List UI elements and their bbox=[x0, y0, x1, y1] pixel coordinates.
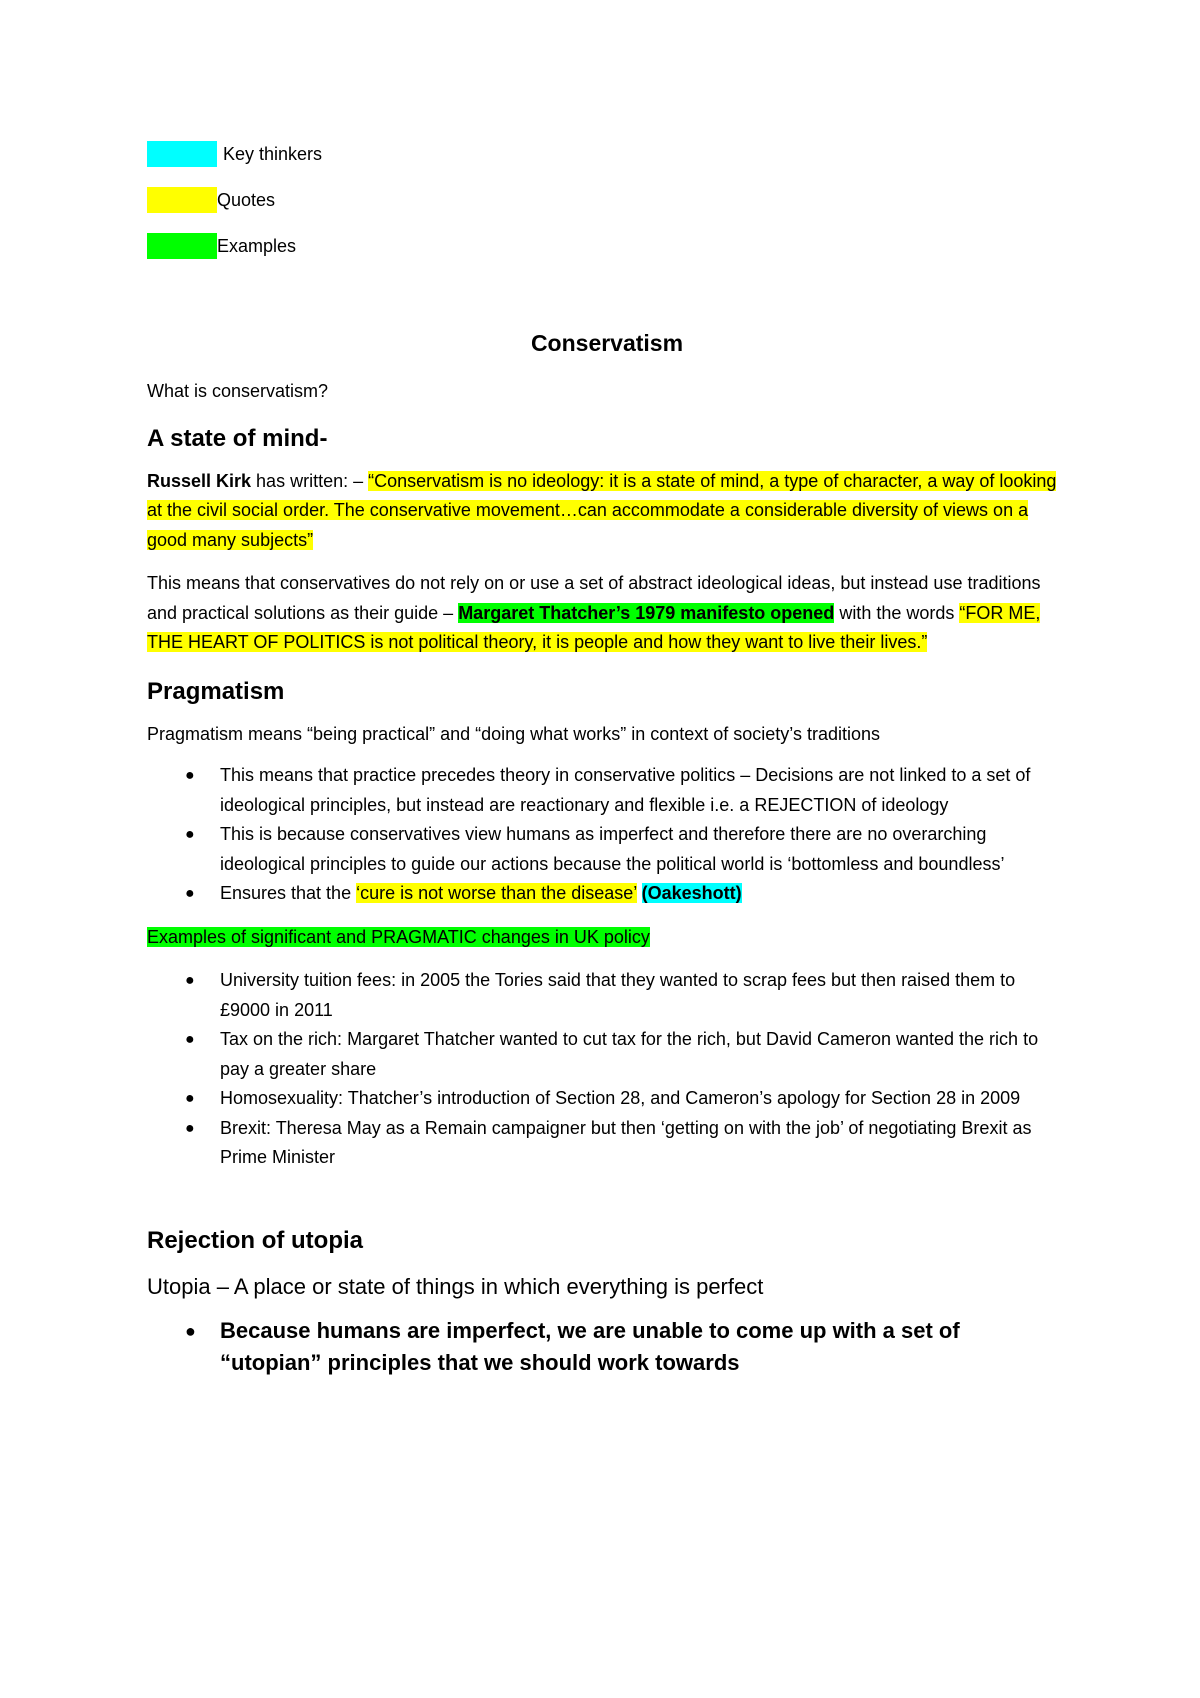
intro-question: What is conservatism? bbox=[147, 381, 329, 401]
bullet-icon: ● bbox=[185, 972, 195, 989]
kirk-name: Russell Kirk bbox=[147, 470, 252, 491]
legend-item-examples bbox=[147, 232, 1067, 260]
bullet-text: Tax on the rich: Margaret Thatcher wanted to cut tax for the rich, but David Cameron wanted the rich to pay a greater share bbox=[220, 1029, 1039, 1079]
imperfect-emphasis: imperfect bbox=[446, 1317, 546, 1343]
bullet-icon: ● bbox=[185, 885, 195, 902]
bullet-icon: ● bbox=[185, 826, 195, 843]
bullet-text: This means that practice precedes theory in conservative politics – Decisions are not linked to a set of ideological principles, but instead are reactionary and flexible i.e. a REJECTION of ideology bbox=[220, 765, 1031, 815]
explanation-paragraph bbox=[147, 569, 1067, 658]
list-item bbox=[147, 1315, 1067, 1379]
legend-item-quotes bbox=[147, 186, 1067, 214]
yellow-swatch bbox=[147, 187, 217, 213]
explanation-text: This means that conservatives do not rely on or use a set of abstract ideological ideas, but instead use traditions and practical solutions as their guide – bbox=[147, 573, 1041, 623]
bullet-text: principles that we should work towards bbox=[321, 1349, 740, 1375]
examples-bullets bbox=[147, 966, 1067, 1173]
legend-label: Key thinkers bbox=[223, 143, 323, 164]
bullet-icon: ● bbox=[185, 1031, 195, 1048]
kirk-quote: “Conservatism is no ideology: it is a state of mind, a type of character, a way of looking at the civil social order. The conservative movement…can accommodate a considerable diversity of views on a good many subjects” bbox=[147, 470, 1057, 550]
bullet-text: Ensures that the bbox=[220, 883, 357, 903]
bullet-text: , we are unable to come up with a set of bbox=[545, 1317, 960, 1343]
cyan-swatch bbox=[147, 141, 217, 167]
legend-label: Quotes bbox=[217, 189, 276, 210]
bullet-icon: ● bbox=[185, 1090, 195, 1107]
legend-label: Examples bbox=[217, 235, 297, 256]
list-item bbox=[147, 761, 1067, 820]
kirk-intro: has written: – bbox=[251, 470, 369, 491]
oakeshott-thinker: (Oakeshott) bbox=[641, 883, 742, 903]
page-title: Conservatism bbox=[530, 330, 684, 356]
pragmatism-definition: Pragmatism means “being practical” and “doing what works” in context of society’s traditions bbox=[147, 723, 880, 744]
bullet-text: University tuition fees: in 2005 the Tories said that they wanted to scrap fees but then raised them to £9000 in 2011 bbox=[220, 970, 1016, 1020]
section-heading-state-of-mind: A state of mind- bbox=[147, 424, 328, 452]
list-item bbox=[147, 1084, 1067, 1114]
kirk-paragraph bbox=[147, 467, 1067, 556]
legend bbox=[147, 140, 1067, 260]
document-content bbox=[147, 140, 1067, 1379]
list-item bbox=[147, 966, 1067, 1025]
section-heading-pragmatism: Pragmatism bbox=[147, 677, 285, 705]
list-item bbox=[147, 1025, 1067, 1084]
examples-heading-paragraph bbox=[147, 923, 1067, 953]
bullet-text: This is because conservatives view humans as imperfect and therefore there are no overarching ideological principles to guide our actions because the political world is ‘bottomless and boundless’ bbox=[220, 824, 1005, 874]
bullet-icon: ● bbox=[185, 1320, 196, 1341]
green-swatch bbox=[147, 233, 217, 259]
utopia-bullets bbox=[147, 1315, 1067, 1379]
thatcher-quote: “FOR ME, THE HEART OF POLITICS is not political theory, it is people and how they want to live their lives.” bbox=[147, 602, 1041, 652]
legend-item-key-thinkers bbox=[147, 140, 1067, 168]
examples-heading: Examples of significant and PRAGMATIC changes in UK policy bbox=[147, 926, 650, 947]
oakeshott-quote: ‘cure is not worse than the disease’ bbox=[356, 883, 637, 903]
bullet-text: Because humans are bbox=[220, 1317, 447, 1343]
list-item bbox=[147, 879, 1067, 909]
bullet-icon: ● bbox=[185, 767, 195, 784]
section-heading-utopia: Rejection of utopia bbox=[147, 1226, 363, 1254]
bullet-text: Homosexuality: Thatcher’s introduction of Section 28, and Cameron’s apology for Section 28 in 2009 bbox=[220, 1088, 1021, 1108]
list-item bbox=[147, 1114, 1067, 1173]
bullet-icon: ● bbox=[185, 1119, 195, 1137]
bullet-text: Brexit: Theresa May as a Remain campaigner but then ‘getting on with the job’ of negotiating Brexit as Prime Minister bbox=[220, 1117, 1032, 1167]
thatcher-example: Margaret Thatcher’s 1979 manifesto opened bbox=[458, 602, 835, 623]
utopia-definition: Utopia – A place or state of things in which everything is perfect bbox=[147, 1273, 764, 1299]
with-words-text: with the words bbox=[834, 602, 960, 623]
pragmatism-bullets bbox=[147, 761, 1067, 909]
list-item bbox=[147, 820, 1067, 879]
utopian-emphasis: “utopian” bbox=[220, 1349, 322, 1375]
